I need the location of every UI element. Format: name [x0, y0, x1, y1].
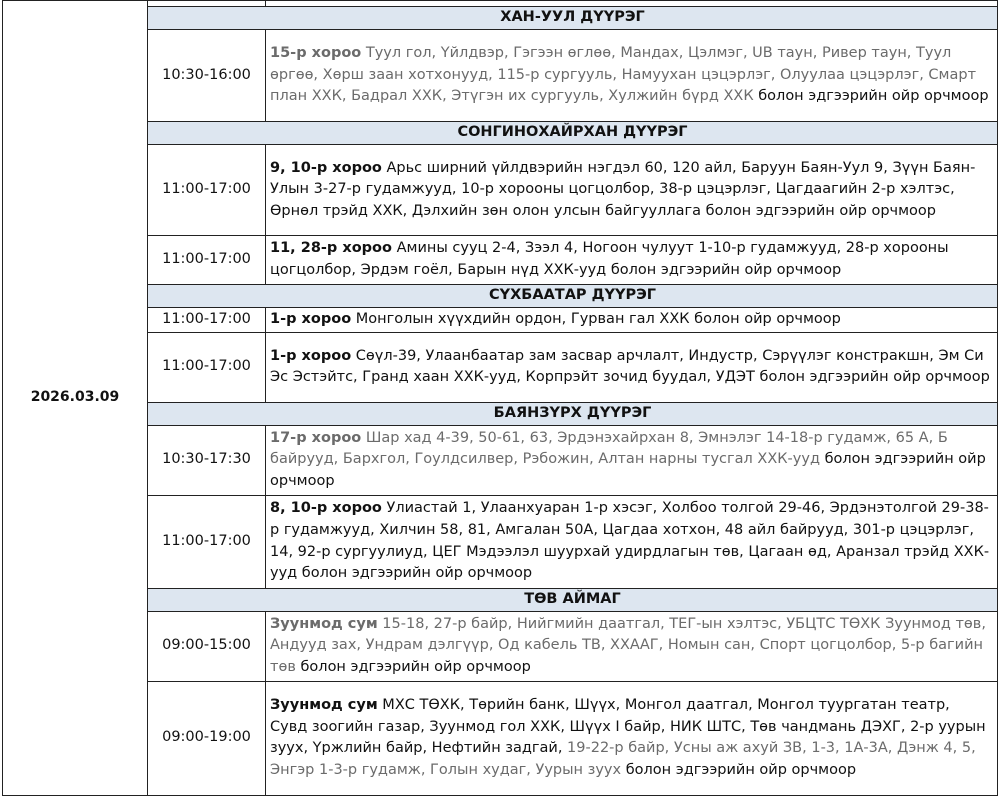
- time-cell: 11:00-17:00: [148, 308, 266, 333]
- area-cell: [266, 145, 998, 236]
- district-header: [3, 285, 998, 308]
- area-text: Сөүл-39, Улаанбаатар зам засвар арчлалт, Индустр, Сэрүүлэг констракшн, Эм Си Эс Эстэйтс, Гранд хаан ХХК-ууд, Корпрэйт зочид буудал, УДЭТ болон эдгээрийн ойр орчмоор: [270, 347, 990, 386]
- time-cell: 11:00-17:00: [148, 332, 266, 402]
- table-row: [3, 30, 998, 122]
- area-cell: [266, 30, 998, 122]
- time-cell: 11:00-17:00: [148, 495, 266, 588]
- area-khoroo: Зуунмод сум: [270, 615, 378, 632]
- area-text: Улиастай 1, Улаанхуаран 1-р хэсэг, Холбоо толгой 29-46, Эрдэнэтолгой 29-38-р гудамжууд, Хилчин 58, 81, Амгалан 50А, Цагдаа хотхон, 48 айл байрууд, 301-р цэцэрлэг, 14, 92-р сургуулиуд, ЦЕГ Мэдээлэл шуурхай удирдлагын төв, Цагаан өд, Аранзал трэйд ХХК-ууд болон эдгээрийн ойр орчмоор: [270, 500, 990, 582]
- area-text: Шар хад 4-39, 50-61, 63, Эрдэнэхайрхан 8, Эмнэлэг 14-18-р гудамж, 65 А, Б байрууд, Бархгол, Гоулдсилвер, Рэбожин, Алтан нарны тусгал ХХК-ууд: [270, 429, 948, 468]
- district-title: СҮХБААТАР ДҮҮРЭГ: [148, 285, 998, 308]
- area-tail: болон эдгээрийн ойр орчмоор: [753, 88, 989, 105]
- area-khoroo: 17-р хороо: [270, 429, 362, 446]
- date-cell: 2026.03.09: [3, 1, 148, 796]
- area-text-secondary: 19-22-р байр, Усны аж ахуй ЗВ, 1-3, 1А-3А, Дэнж 4, 5, Энгэр 1-3-р гудамж, Голын худаг, Уурын зуух: [270, 740, 976, 778]
- district-header: [3, 122, 998, 145]
- table-row: [3, 308, 998, 333]
- area-text: Монголын хүүхдийн ордон, Гурван гал ХХК болон ойр орчмоор: [351, 311, 841, 327]
- district-title: ТӨВ АЙМАГ: [148, 588, 998, 611]
- time-cell: 09:00-19:00: [148, 681, 266, 795]
- area-text: Туул гол, Үйлдвэр, Гэгээн өглөө, Мандах, Цэлмэг, UB таун, Ривер таун, Туул өргөө, Хөрш заан хотхонууд, 115-р сургууль, Намуухан цэцэрлэг, Олуулаа цэцэрлэг, Смарт план ХХК, Бадрал ХХК, Этүгэн их сургууль, Хулжийн бүрд ХХК: [270, 45, 977, 105]
- time-cell: 10:30-17:30: [148, 425, 266, 495]
- district-title: ХАН-УУЛ ДҮҮРЭГ: [148, 7, 998, 30]
- area-cell: [266, 308, 998, 333]
- area-cell: [266, 495, 998, 588]
- area-text: Амины сууц 2-4, Зээл 4, Ногоон чулуут 1-10-р гудамжууд, 28-р хорооны цогцолбор, Эрдэм гоёл, Барын нүд ХХК-ууд болон эдгээрийн ойр орчмоор: [270, 240, 949, 278]
- area-khoroo: 1-р хороо: [270, 311, 352, 327]
- time-cell: 11:00-17:00: [148, 145, 266, 236]
- area-khoroo: 1-р хороо: [270, 347, 352, 364]
- time-cell: 11:00-17:00: [148, 236, 266, 285]
- district-title: БАЯНЗҮРХ ДҮҮРЭГ: [148, 402, 998, 425]
- time-cell: 10:30-16:00: [148, 30, 266, 122]
- area-cell: [266, 611, 998, 681]
- table-row: [3, 495, 998, 588]
- area-tail: болон эдгээрийн ойр орчмоор: [621, 761, 857, 778]
- area-cell: [266, 332, 998, 402]
- area-khoroo: 11, 28-р хороо: [270, 240, 392, 257]
- area-khoroo: 9, 10-р хороо: [270, 159, 382, 176]
- outage-schedule-table: [2, 0, 998, 796]
- table-row: [3, 332, 998, 402]
- area-tail: болон эдгээрийн ойр орчмоор: [295, 658, 531, 675]
- area-khoroo: 8, 10-р хороо: [270, 500, 382, 517]
- table-row: [3, 425, 998, 495]
- area-tail: болон эдгээрийн ойр орчмоор: [270, 451, 986, 489]
- district-header: [3, 7, 998, 30]
- district-title: СОНГИНОХАЙРХАН ДҮҮРЭГ: [148, 122, 998, 145]
- area-khoroo: Зуунмод сум: [270, 696, 378, 713]
- district-header: [3, 588, 998, 611]
- table-row: [3, 236, 998, 285]
- area-text: Арьс ширний үйлдвэрийн нэгдэл 60, 120 айл, Баруун Баян-Уул 9, Зүүн Баян-Улын 3-27-р гудамжууд, 10-р хорооны цогцолбор, 38-р цэцэрлэг, Цагдаагийн 2-р хэлтэс, Өрнөл трэйд ХХК, Дэлхийн зөн олон улсын байгууллага болон эдгээрийн ойр орчмоор: [270, 159, 976, 219]
- area-cell: [266, 425, 998, 495]
- area-cell: [266, 681, 998, 795]
- district-header: [3, 402, 998, 425]
- area-cell: [266, 236, 998, 285]
- table-row: [3, 611, 998, 681]
- time-cell: 09:00-15:00: [148, 611, 266, 681]
- area-text: 15-18, 27-р байр, Нийгмийн даатгал, ТЕГ-ын хэлтэс, УБЦТС ТӨХК Зуунмод төв, Андууд зах, Ундрам дэлгүүр, Од кабель ТВ, ХХААГ, Номын сан, Спорт цогцолбор, 5-р багийн төв: [270, 615, 986, 675]
- table-row: [3, 681, 998, 795]
- area-text: МХС ТӨХК, Төрийн банк, Шүүх, Монгол даатгал, Монгол туургатан театр, Сувд зоогийн газар, Зуунмод гол ХХК, Шүүх I байр, НИК ШТС, Төв чандмань ДЭХГ, 2-р уурын зуух, Үржлийн байр, Нефтийн задгай,: [270, 696, 986, 757]
- table-row: [3, 145, 998, 236]
- area-khoroo: 15-р хороо: [270, 45, 362, 62]
